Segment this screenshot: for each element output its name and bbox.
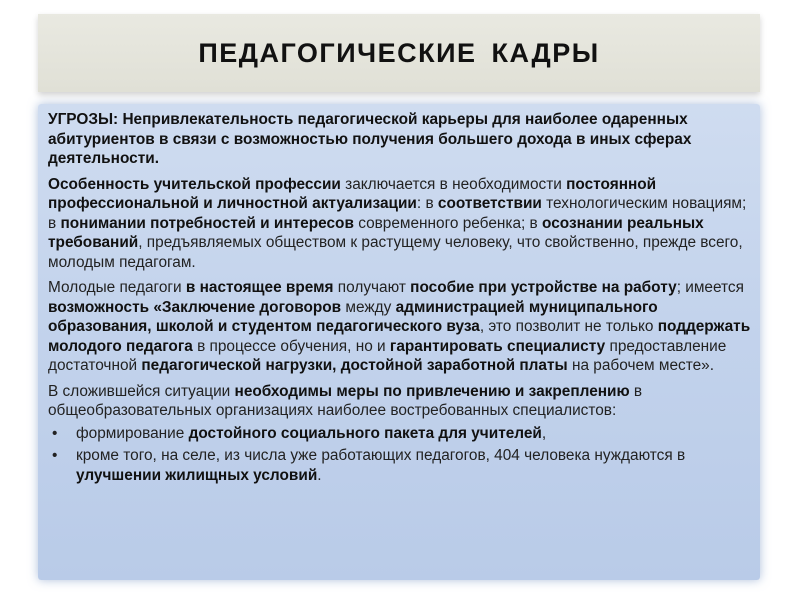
bullet-2-text-2: .	[317, 466, 322, 484]
content-text	[48, 110, 752, 488]
bullet-1-bold: достойного социального пакета для учителей	[188, 424, 542, 442]
young-teachers-paragraph	[48, 278, 752, 376]
bullet-2-text-1: кроме того, на селе, из числа уже работающих педагогов, 404 человека нуждаются в	[76, 447, 686, 464]
list-item	[48, 424, 752, 444]
threats-text: УГРОЗЫ: Непривлекательность педагогической карьеры для наиболее одаренных абитуриентов в связи с возможностью получения большего дохода в иных сферах деятельности.	[48, 111, 692, 167]
title-bar	[38, 14, 760, 92]
measures-list	[48, 424, 752, 486]
young-text-2: получают	[333, 279, 411, 296]
young-bold-7: педагогической нагрузки, достойной заработной платы	[141, 357, 568, 374]
content-box	[38, 104, 760, 580]
profession-text-2: : в	[416, 195, 438, 212]
profession-bold-3: соответствии	[437, 195, 542, 212]
young-bold-2: пособие при устройстве на работу	[410, 279, 677, 296]
profession-text-1: заключается в необходимости	[340, 175, 567, 193]
measures-bold-1: необходимы меры по привлечению и закреплению	[234, 382, 630, 400]
profession-bold-5: осознании реальных требований	[48, 214, 704, 251]
profession-text-5: , предъявляемых обществом к растущему человеку, что свойственно, прежде всего, молодым педагогам.	[48, 234, 743, 271]
young-text-6: в процессе обучения, но и	[192, 337, 390, 355]
list-item	[48, 446, 752, 485]
young-text-7: предоставление достаточной	[48, 337, 727, 374]
young-bold-3: возможность «Заключение договоров	[48, 298, 342, 316]
threats-paragraph	[48, 110, 752, 169]
profession-bold-2: постоянной профессиональной и личностной актуализации	[48, 175, 657, 212]
young-text-8: на рабочем месте».	[567, 357, 714, 374]
young-text-5: , это позволит не только	[479, 318, 658, 335]
young-bold-4: администрацией муниципального образования, школой и студентом педагогического вуза	[48, 298, 658, 335]
bullet-1-text-1: формирование	[76, 424, 189, 442]
profession-paragraph	[48, 175, 752, 273]
young-text-1: Молодые педагоги	[48, 279, 186, 296]
bullet-dot-icon: •	[52, 424, 58, 442]
profession-bold-1: Особенность учительской профессии	[48, 175, 341, 193]
young-text-3: ; имеется	[676, 279, 744, 296]
profession-bold-4: понимании потребностей и интересов	[60, 214, 354, 232]
young-text-4: между	[341, 298, 396, 316]
young-bold-5: поддержать молодого педагога	[48, 318, 751, 355]
measures-text-2: в общеобразовательных организациях наиболее востребованных специалистов:	[48, 382, 643, 419]
profession-text-3: технологическим новациям; в	[48, 195, 747, 232]
measures-paragraph	[48, 382, 752, 421]
slide-title: ПЕДАГОГИЧЕСКИЕ КАДРЫ	[198, 37, 600, 68]
bullet-2-bold: улучшении жилищных условий	[76, 466, 318, 484]
young-bold-6: гарантировать специалисту	[389, 337, 606, 355]
profession-text-4: современного ребенка; в	[353, 214, 543, 232]
measures-text-1: В сложившейся ситуации	[48, 382, 235, 400]
bullet-1-text-2: ,	[541, 424, 547, 442]
young-bold-1: в настоящее время	[185, 279, 334, 296]
bullet-dot-icon: •	[52, 447, 58, 464]
